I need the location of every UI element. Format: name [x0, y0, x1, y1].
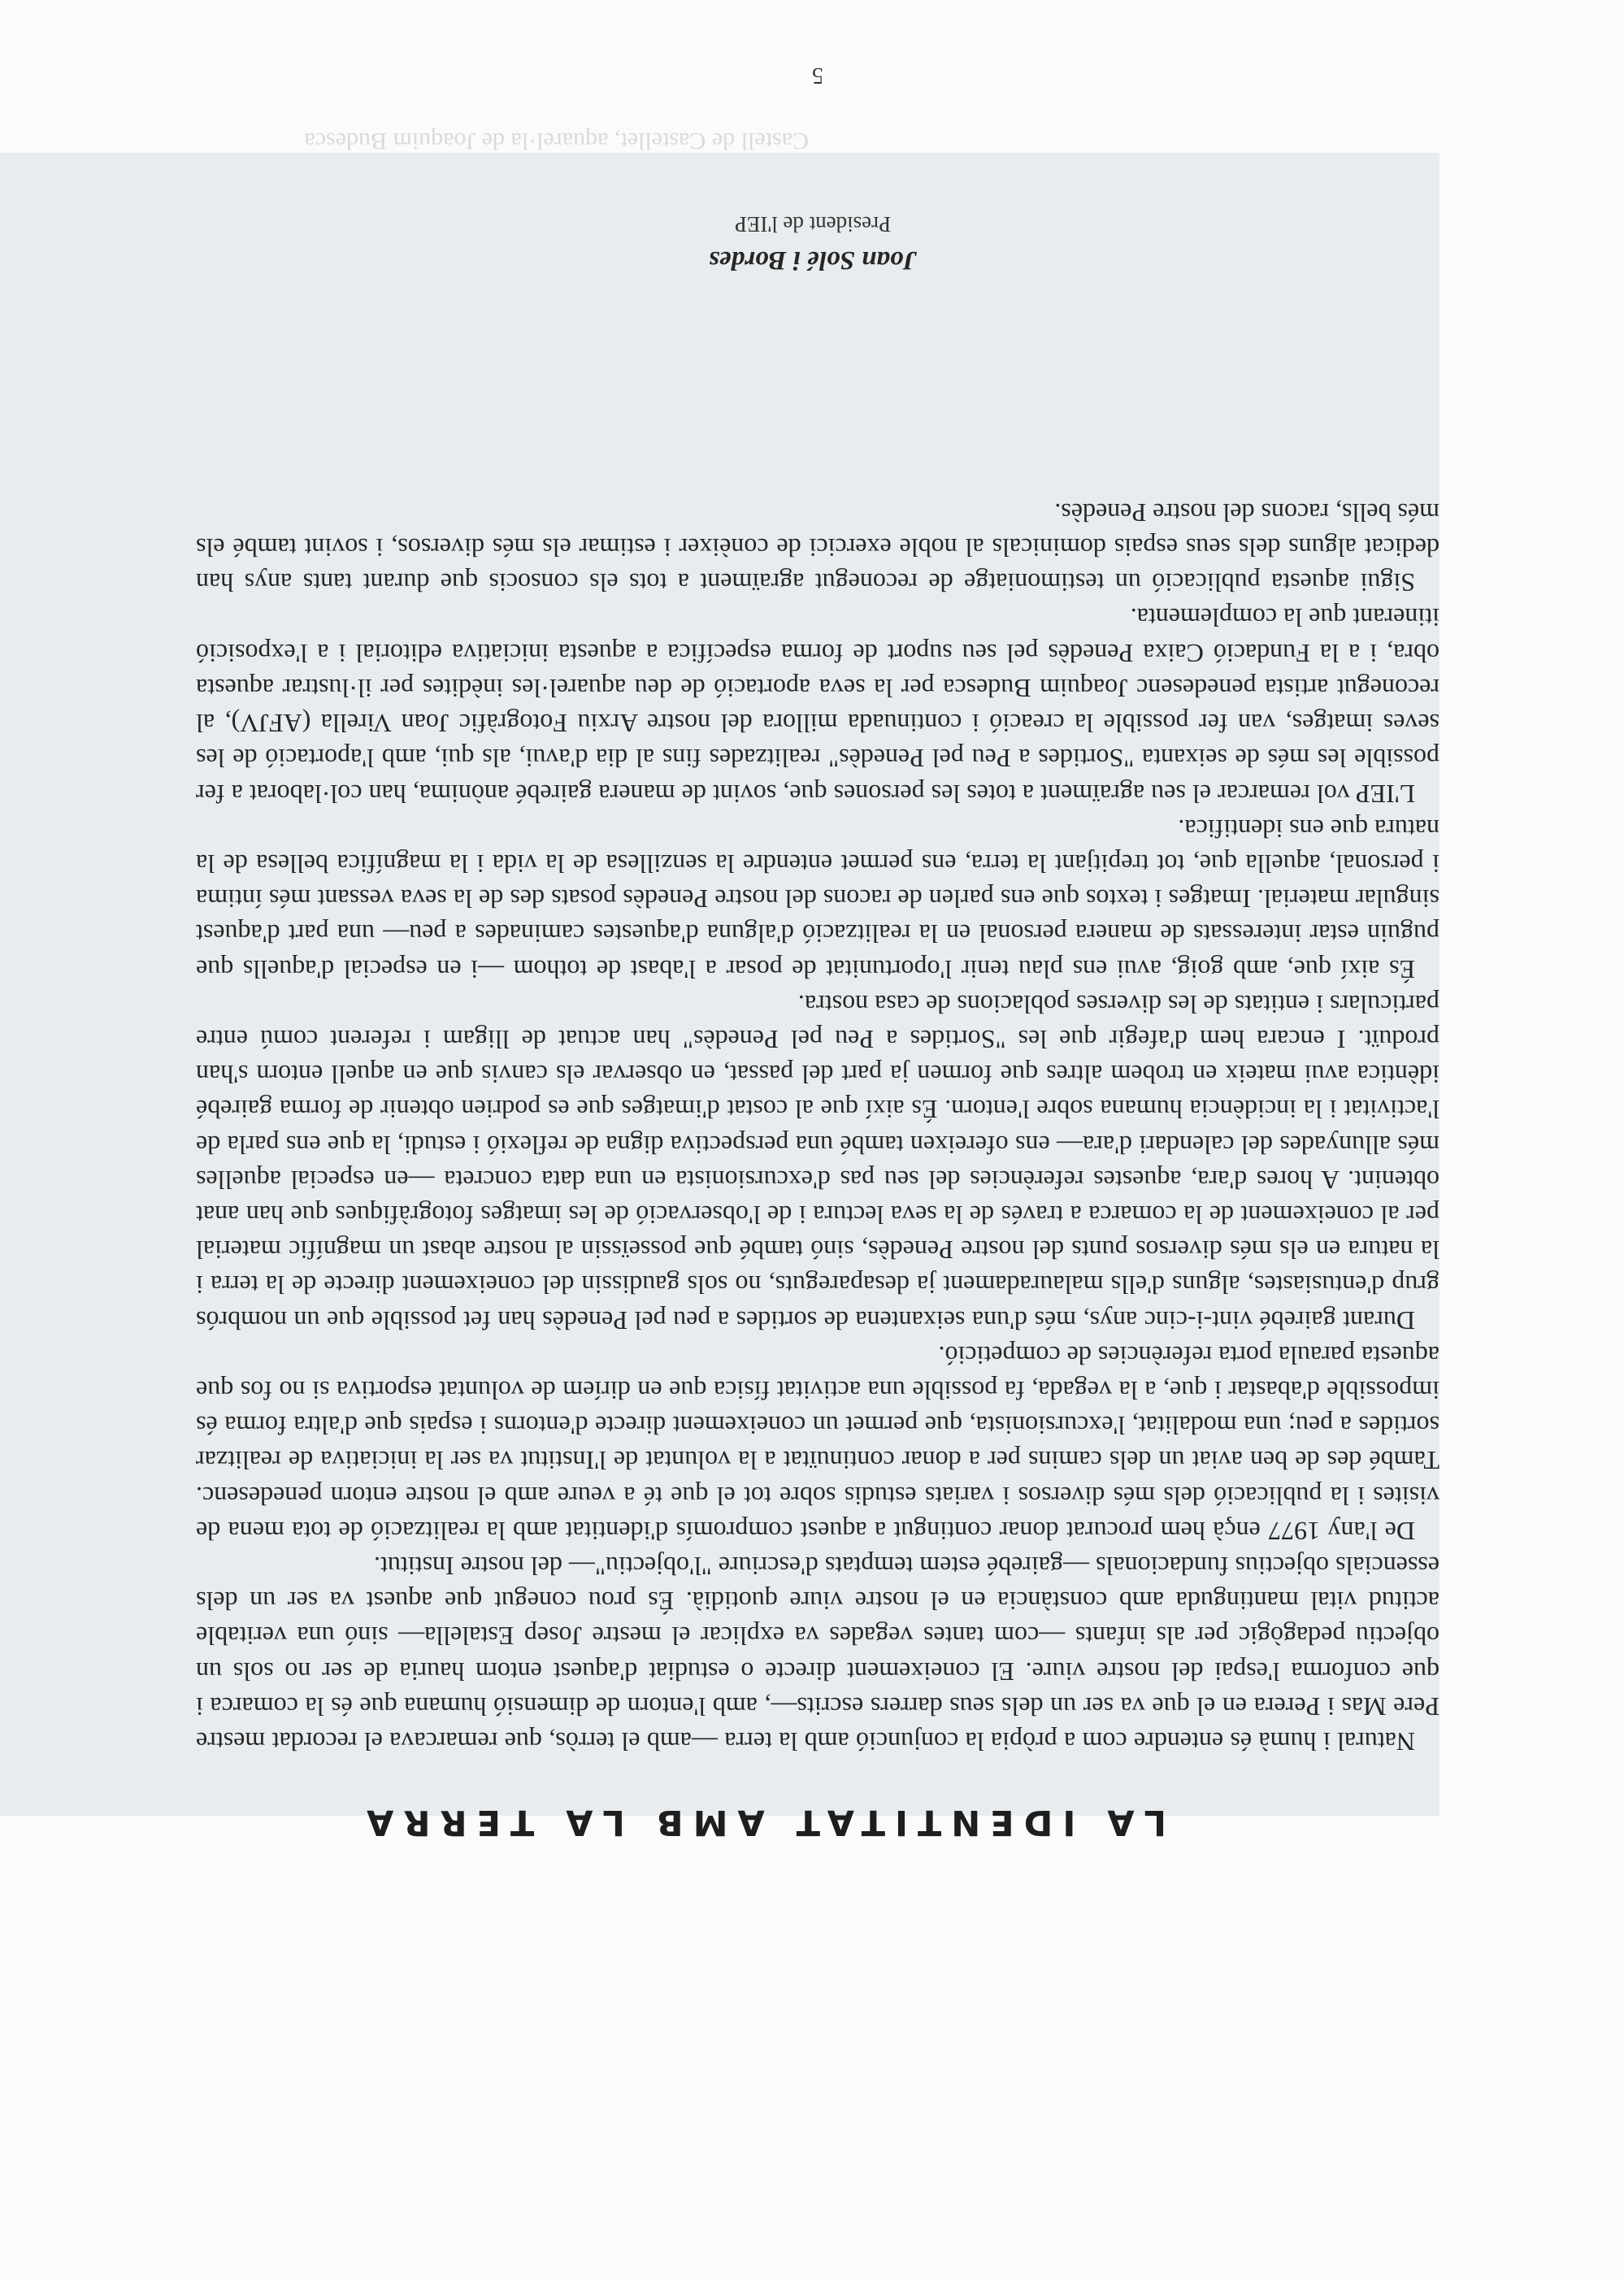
signature-block: [675, 208, 951, 280]
paragraph: Natural i humà és entendre com a pròpia la conjunció amb la terra —amb el terròs, que remarcava el recordat mestre Pere Mas i Perera en el que va ser un dels seus darrers escrits—, amb l'entorn de dimensió humana que és la comarca i que conforma l'espai del nostre viure. El coneixement directe o estudiat d'aquest entorn hauria de ser no sols un objectiu pedagògic per als infants —com tantes vegades va explicar el mestre Josep Estalella— sinó una veritable actitud vital mantinguda amb constància en el nostre viure quotidià. És prou conegut que aquest va ser un dels essencials objectius fundacionals —gairebé estem temptats d'escriure "l'objectiu"— del nostre Institut.: [196, 1551, 1439, 1756]
signature-name: Joan Solé i Bordes: [709, 245, 917, 275]
signature-role: President de l'IEP: [734, 212, 892, 237]
paragraph: Sigui aquesta publicació un testimoniatge de reconegut agraïment a tots els consocis que durant tants anys han dedicat alguns dels seus espais dominicals al noble exercici de conèixer i estimar els més diversos, i sovint també els més bells, racons del nostre Penedès.: [196, 497, 1439, 598]
paragraph: De l'any 1977 ençà hem procurat donar contingut a aquest compromís d'identitat amb la realització de tota mena de visites i la publicació dels més diversos i variats estudis sobre tot el que té a veure amb el nostre entorn penedesenc. També des de ben aviat un dels camins per a donar continuïtat a la voluntat de l'Institut va ser la iniciativa de realitzar sortides a peu; una modalitat, l'excursionista, que permet un coneixement directe d'entorns i espais que d'altra forma és impossible d'abastar i que, a la vegada, fa possible una activitat física que en diríem de voluntat esportiva si no fos que aquesta paraula porta referències de competició.: [196, 1340, 1439, 1546]
faint-illustration-caption: Castell de Castellet, aquarel·la de Joaquim Budesca: [304, 128, 809, 154]
paragraph: L'IEP vol remarcar el seu agraïment a totes les persones que, sovint de manera gairebé anònima, han col·laborat a fer possible les més de seixanta "Sortides a Peu pel Penedès" realitzades fins al dia d'avui, als qui, amb l'aportació de les seves imatges, van fer possible la creació i continuada millora del nostre Arxiu Fotogràfic Joan Virella (AFJV), al reconegut artista penedesenc Joaquim Budesca per la seva aportació de deu aquarel·les inèdites per il·lustrar aquesta obra, i a la Fundació Caixa Penedès pel seu suport de forma específica a aquesta iniciativa editorial i a l'exposició itinerant que la complementa.: [196, 603, 1439, 809]
paragraph: Durant gairebé vint-i-cinc anys, més d'una seixantena de sortides a peu pel Penedès han fet possible que un nombrós grup d'entusiastes, alguns d'ells malauradament ja desapareguts, no sols gaudissin del coneixement directe de la terra i la natura en els més diversos punts del nostre Penedès, sinó també que posseïssin al nostre abast un magnífic material per al coneixement de la comarca a través de la seva lectura i de l'observació de les imatges fotogràfiques que han anat obtenint. A hores d'ara, aquestes referències del seu pas d'excursionista en una data concreta —en especial aquelles més allunyades del calendari d'ara— ens ofereixen també una perspectiva digna de reflexió i estudi, la que ens parla de l'activitat i la incidència humana sobre l'entorn. És així que al costat d'imatges que es podrien obtenir de forma gairebé idèntica avui mateix en trobem altres que formen ja part del passat, en observar els canvis que en aquell entorn s'han produït. I encara hem d'afegir que les "Sortides a Peu pel Penedès" han actuat de lligam i referent comú entre particulars i entitats de les diverses poblacions de casa nostra.: [196, 989, 1439, 1335]
paragraph: És així que, amb goig, avui ens plau tenir l'oportunitat de posar a l'abast de tothom —i en especial d'aquells que puguin estar interessats de manera personal en la realització d'alguna d'aquestes caminades a peu— una part d'aquest singular material. Imatges i textos que ens parlen de racons del nostre Penedès posats des de la seva vessant més íntima i personal, aquella que, tot trepitjant la terra, ens permet entendre la senzillesa de la vida i la magnífica bellesa de la natura que ens identifica.: [196, 814, 1439, 984]
body-text: [196, 495, 1439, 1759]
page-number: 5: [812, 63, 823, 88]
page-title: LA IDENTITAT AMB LA TERRA: [357, 1802, 1166, 1843]
